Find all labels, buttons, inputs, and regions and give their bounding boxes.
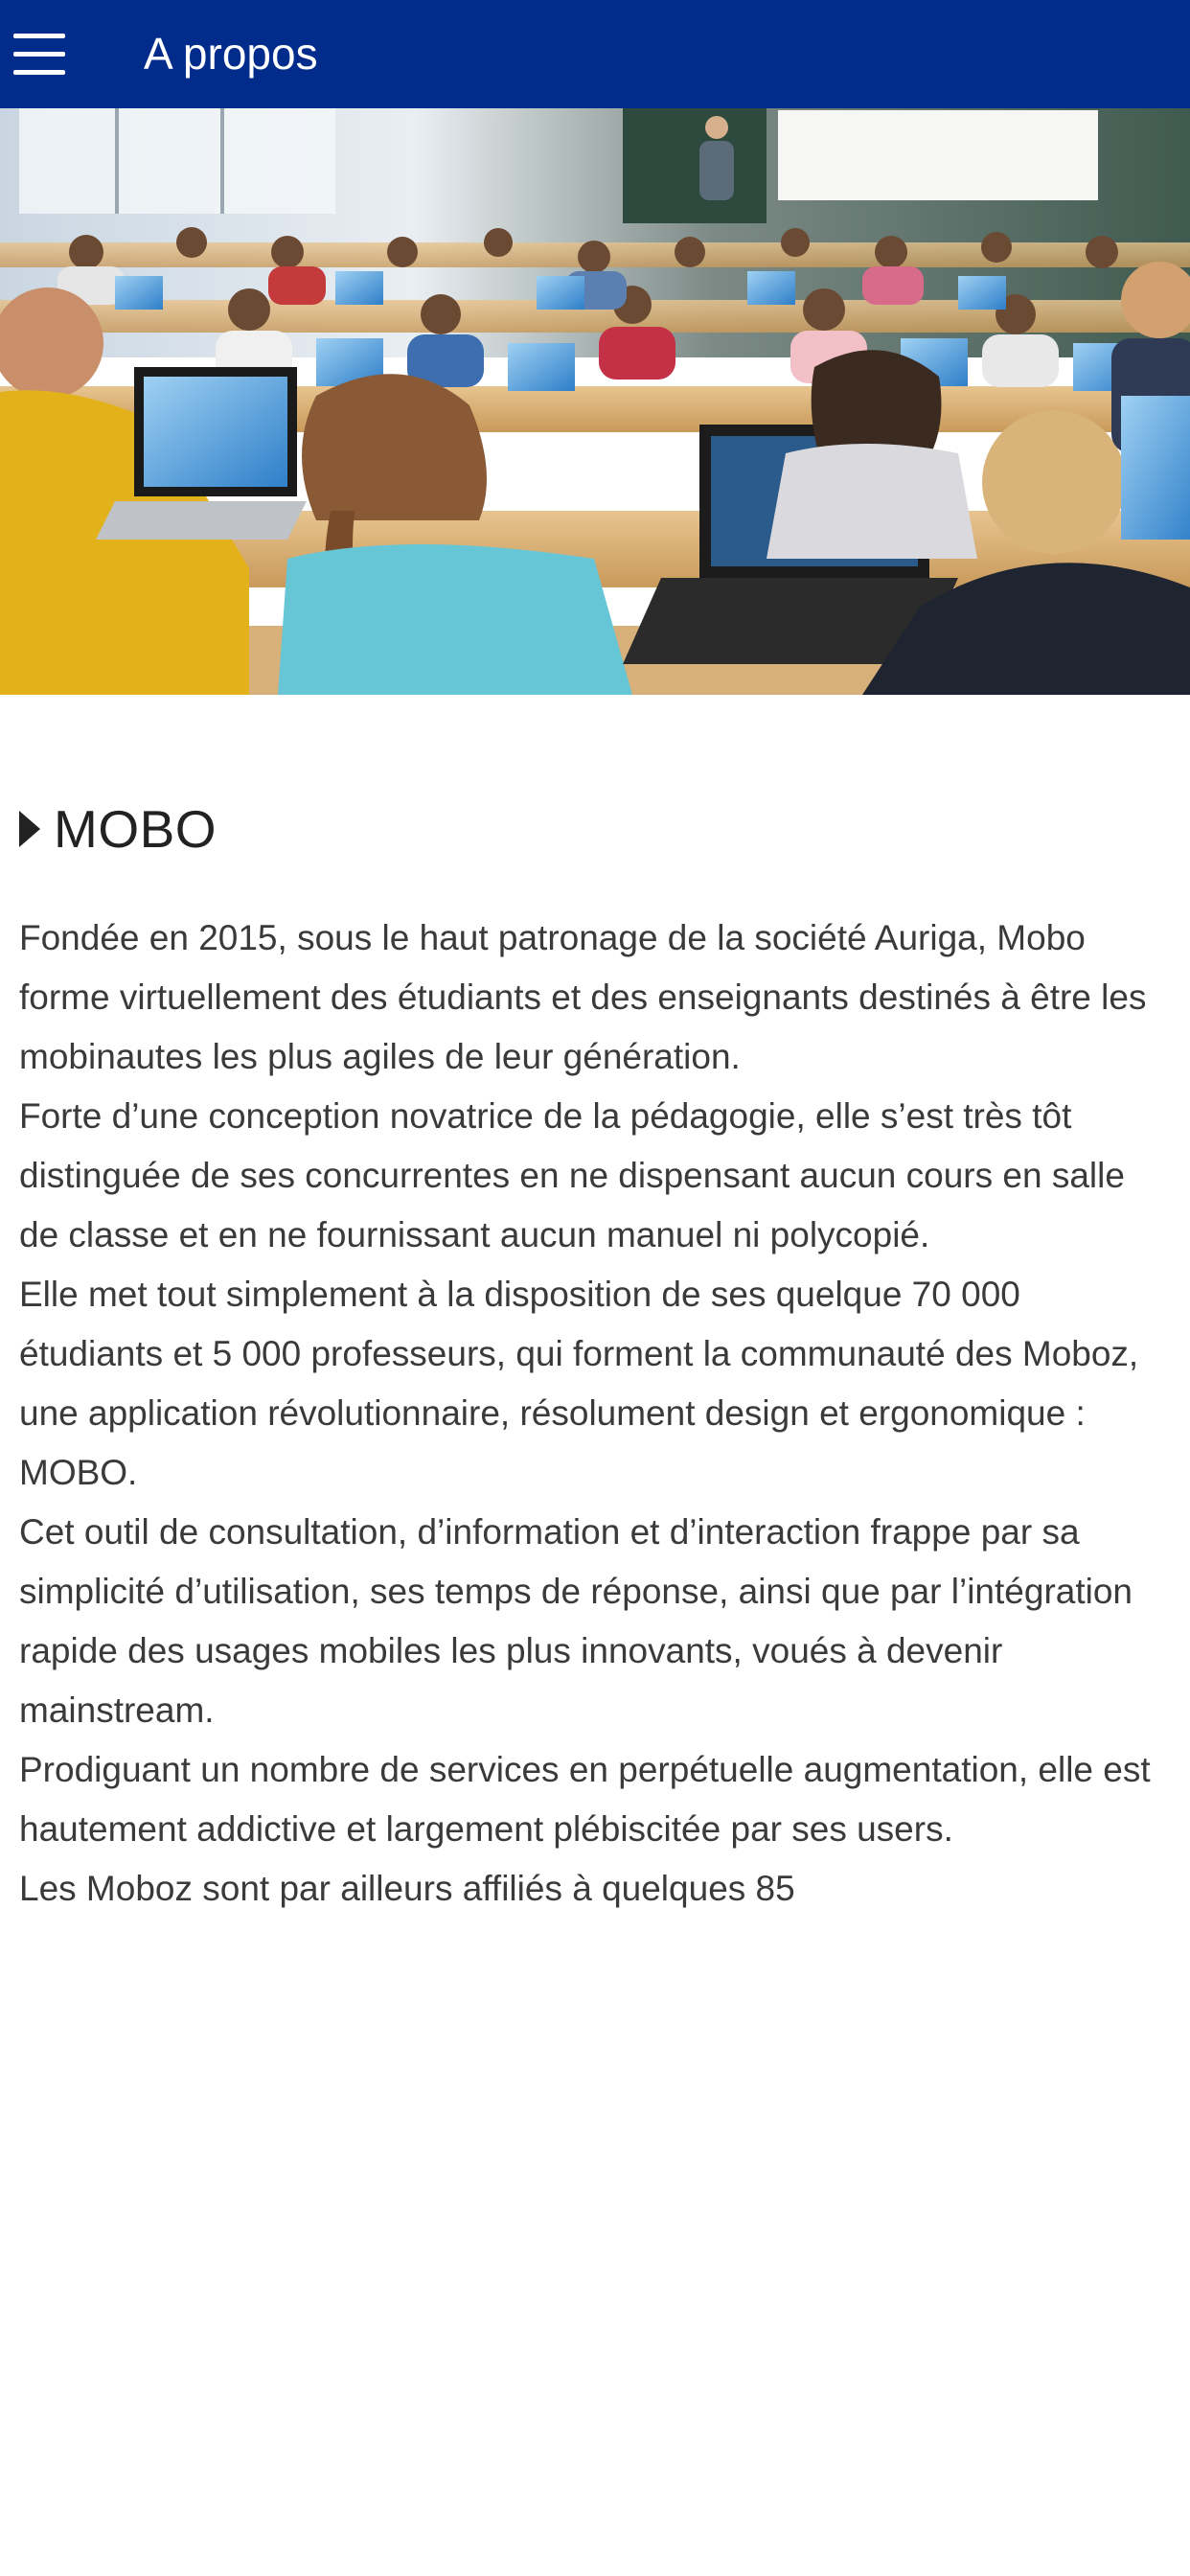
hero-image <box>0 108 1190 695</box>
section-title: MOBO <box>54 799 217 859</box>
paragraph: Fondée en 2015, sous le haut patronage de la société Auriga, Mobo forme virtuellement des étudiants et des enseignants destinés à être les mobinautes les plus agiles de leur génération. <box>19 918 1147 1076</box>
paragraph: Prodiguant un nombre de services en perpétuelle augmentation, elle est hautement addictive et largement plébiscitée par ses users. <box>19 1750 1151 1849</box>
paragraph: Elle met tout simplement à la disposition de ses quelque 70 000 étudiants et 5 000 professeurs, qui forment la communauté des Moboz, une application révolutionnaire, résolument design et ergonomique : MOBO. <box>19 1275 1139 1492</box>
page-title: A propos <box>144 29 318 79</box>
triangle-right-icon <box>19 811 40 847</box>
app-bar <box>0 0 1190 108</box>
paragraph: Les Moboz sont par ailleurs affiliés à quelques 85 <box>19 1869 795 1908</box>
paragraph: Forte d’une conception novatrice de la pédagogie, elle s’est très tôt distinguée de ses concurrentes en ne dispensant aucun cours en salle de classe et en ne fournissant aucun manuel ni polycopié. <box>19 1096 1125 1254</box>
section-heading <box>19 786 1171 872</box>
paragraph: Cet outil de consultation, d’information et d’interaction frappe par sa simplicité d’utilisation, ses temps de réponse, ainsi que par l’intégration rapide des usages mobiles les plus innovants, voués à devenir mainstream. <box>19 1512 1133 1730</box>
body-text <box>19 908 1171 1919</box>
content <box>19 786 1171 1919</box>
hamburger-menu-icon[interactable] <box>0 0 115 108</box>
